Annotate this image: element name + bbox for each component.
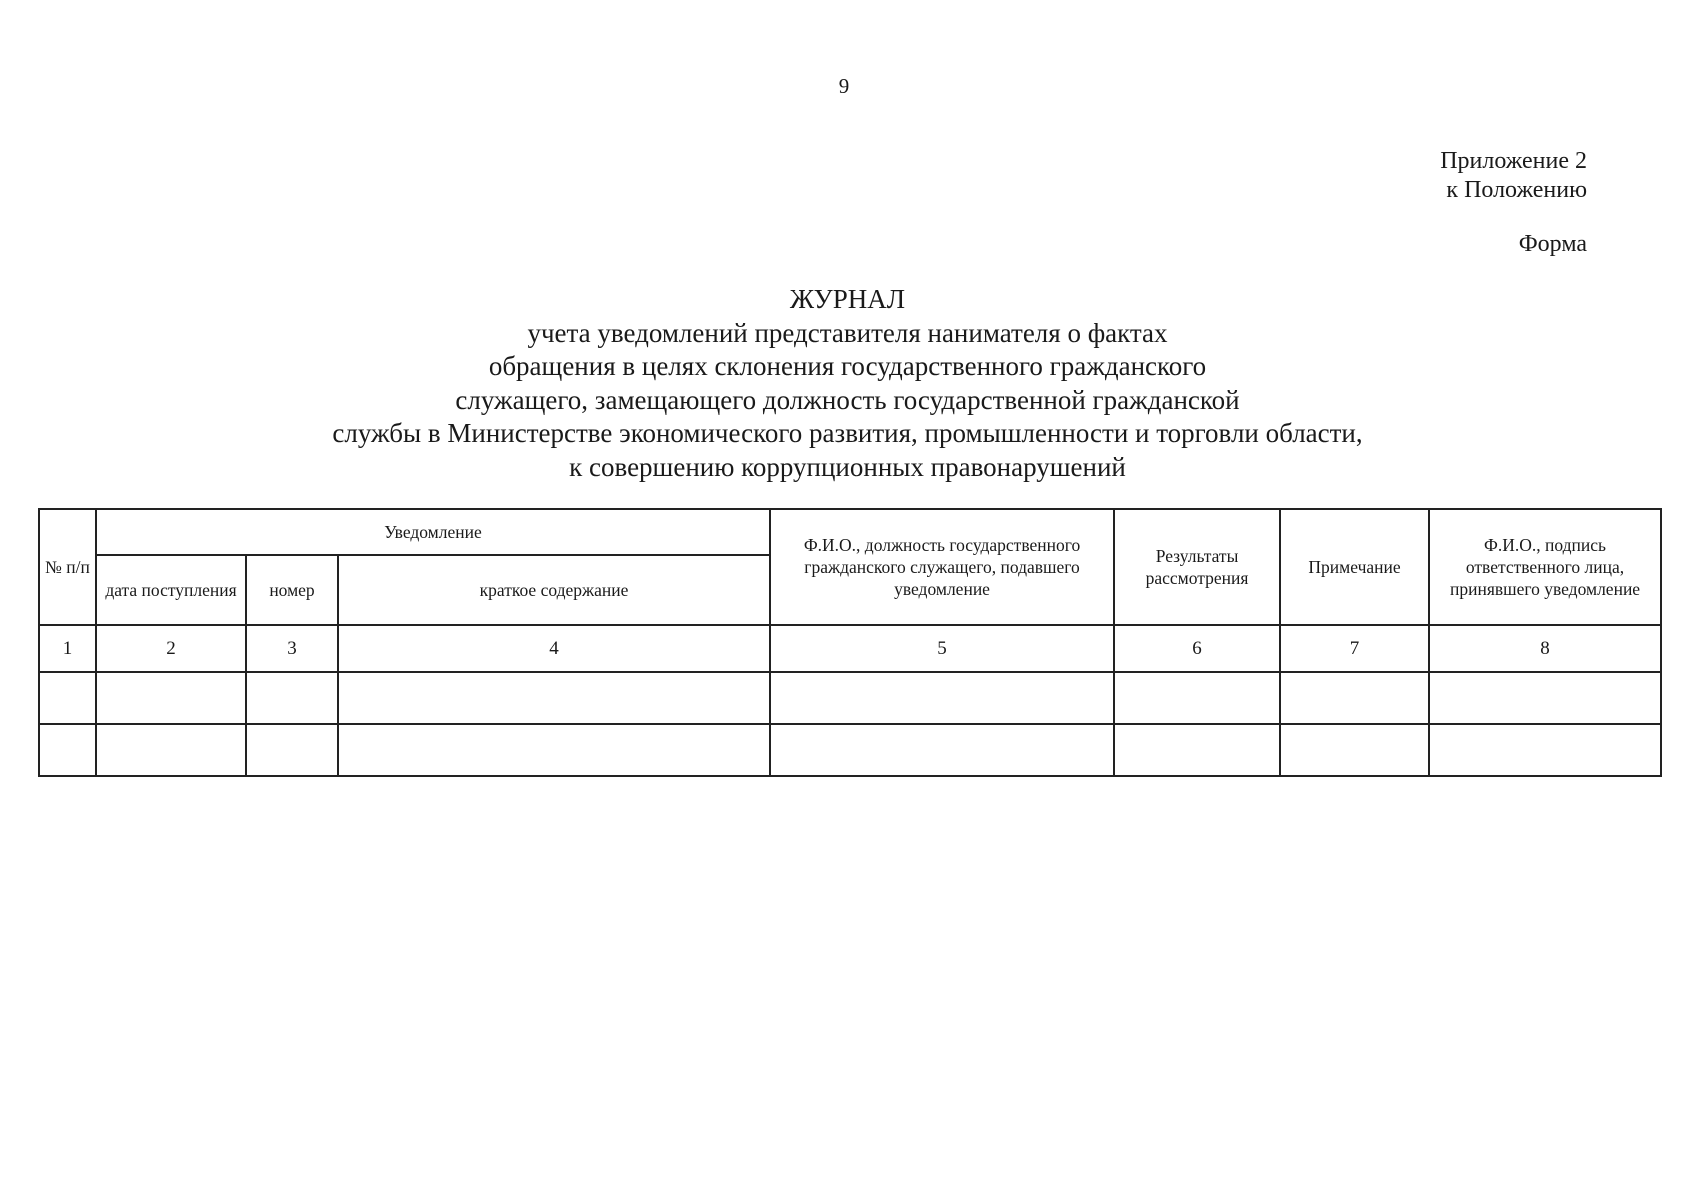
table-cell: [1280, 672, 1429, 724]
table-cell: [1429, 724, 1661, 776]
appendix-line-2: к Положению: [1446, 177, 1587, 203]
appendix-reference: [1440, 147, 1587, 205]
journal-table: [38, 508, 1662, 777]
column-number-cell: 7: [1280, 625, 1429, 672]
table-cell: [246, 724, 338, 776]
table-row: [39, 724, 1661, 776]
header-cell-summary: краткое содержание: [338, 555, 770, 625]
header-row-top: [39, 509, 1661, 555]
column-number-cell: 8: [1429, 625, 1661, 672]
table-cell: [39, 672, 96, 724]
header-cell-responsible: Ф.И.О., подпись ответственного лица, принявшего уведомление: [1429, 509, 1661, 625]
document-heading: [0, 283, 1695, 484]
form-label: Форма: [1518, 231, 1587, 257]
heading-line-3: служащего, замещающего должность государственной гражданской: [455, 384, 1240, 415]
table-cell: [338, 672, 770, 724]
column-number-cell: 1: [39, 625, 96, 672]
heading-line-1: учета уведомлений представителя нанимателя о фактах: [527, 317, 1168, 348]
column-number-row: [39, 625, 1661, 672]
heading-line-2: обращения в целях склонения государственного гражданского: [488, 351, 1207, 381]
table-cell: [1114, 672, 1280, 724]
column-number-cell: 5: [770, 625, 1114, 672]
header-cell-number: номер: [246, 555, 338, 625]
header-cell-date: дата поступления: [96, 555, 246, 625]
heading-title: ЖУРНАЛ: [789, 284, 906, 314]
column-number-cell: 6: [1114, 625, 1280, 672]
table-cell: [338, 724, 770, 776]
heading-line-4: службы в Министерстве экономического развития, промышленности и торговли области,: [332, 418, 1363, 448]
heading-line-5: к совершению коррупционных правонарушений: [569, 451, 1126, 482]
column-number-cell: 2: [96, 625, 246, 672]
table-cell: [1429, 672, 1661, 724]
table-cell: [1114, 724, 1280, 776]
table-row: [39, 672, 1661, 724]
header-cell-no: № п/п: [39, 509, 96, 625]
header-cell-employee: Ф.И.О., должность государственного гражданского служащего, подавшего уведомление: [770, 509, 1114, 625]
page-number: 9: [838, 74, 850, 98]
column-number-cell: 3: [246, 625, 338, 672]
table-cell: [770, 724, 1114, 776]
table-cell: [770, 672, 1114, 724]
column-number-cell: 4: [338, 625, 770, 672]
table-cell: [39, 724, 96, 776]
table-cell: [96, 672, 246, 724]
table-cell: [1280, 724, 1429, 776]
header-cell-results: Результаты рассмотрения: [1114, 509, 1280, 625]
header-cell-notification: Уведомление: [96, 509, 770, 555]
table-cell: [246, 672, 338, 724]
header-cell-note: Примечание: [1280, 509, 1429, 625]
appendix-line-1: Приложение 2: [1440, 148, 1587, 174]
table-cell: [96, 724, 246, 776]
